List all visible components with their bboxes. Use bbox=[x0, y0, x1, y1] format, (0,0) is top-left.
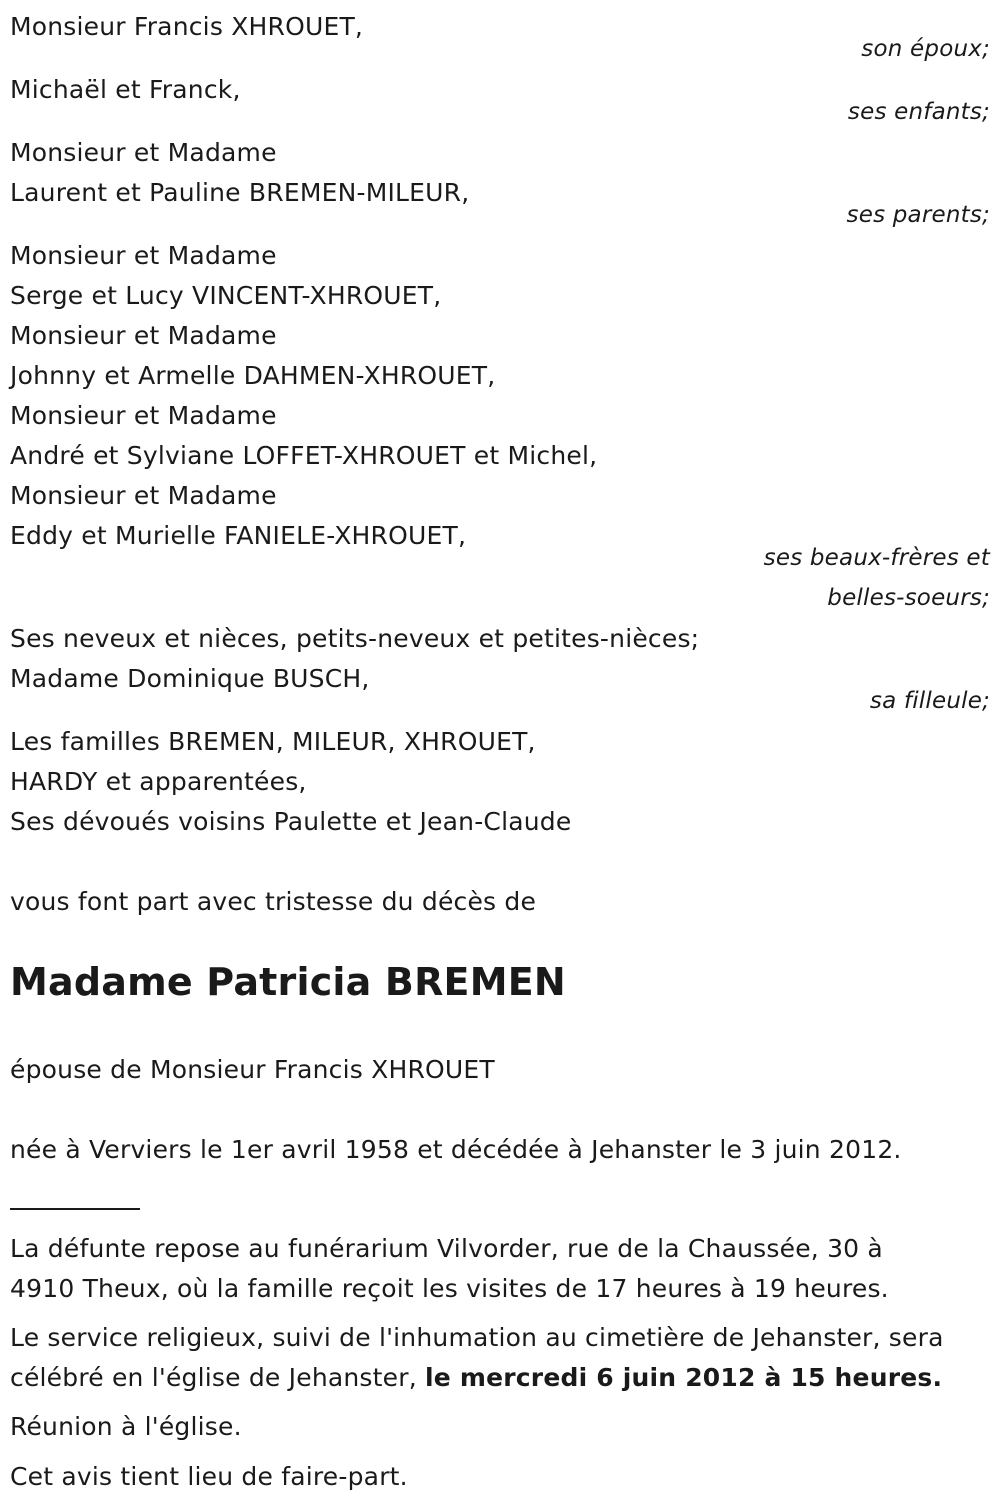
families-line2: HARDY et apparentées, bbox=[10, 767, 307, 796]
inlaws-role-line2: belles-soeurs; bbox=[827, 585, 990, 611]
announcement: vous font part avec tristesse du décès de bbox=[10, 887, 537, 916]
service-line2 bbox=[10, 1365, 942, 1390]
service-line1: Le service religieux, suivi de l'inhumation au cimetière de Jehanster, sera bbox=[10, 1323, 944, 1352]
inlaw-line: Monsieur et Madame bbox=[10, 401, 277, 430]
birth-death: née à Verviers le 1er avril 1958 et décédée à Jehanster le 3 juin 2012. bbox=[10, 1135, 902, 1164]
parents-title: Monsieur et Madame bbox=[10, 138, 277, 167]
inlaw-line: Serge et Lucy VINCENT-XHROUET, bbox=[10, 281, 442, 310]
children-role: ses enfants; bbox=[847, 99, 990, 125]
goddaughter-role: sa filleule; bbox=[869, 688, 990, 714]
inlaw-line: André et Sylviane LOFFET-XHROUET et Michel, bbox=[10, 441, 598, 470]
notice-line: Cet avis tient lieu de faire-part. bbox=[10, 1462, 408, 1491]
inlaw-line: Monsieur et Madame bbox=[10, 481, 277, 510]
repose-line1: La défunte repose au funérarium Vilvorder, rue de la Chaussée, 30 à bbox=[10, 1234, 883, 1263]
repose-line2: 4910 Theux, où la famille reçoit les visites de 17 heures à 19 heures. bbox=[10, 1274, 889, 1303]
inlaws-role-line1: ses beaux-frères et bbox=[763, 545, 990, 571]
reunion-line: Réunion à l'église. bbox=[10, 1412, 242, 1441]
neighbours-line: Ses dévoués voisins Paulette et Jean-Claude bbox=[10, 807, 572, 836]
parents-role: ses parents; bbox=[846, 202, 990, 228]
spouse-name: Monsieur Francis XHROUET, bbox=[10, 12, 364, 41]
spouse-of: épouse de Monsieur Francis XHROUET bbox=[10, 1055, 495, 1084]
service-date: le mercredi 6 juin 2012 à 15 heures. bbox=[425, 1363, 943, 1392]
inlaw-line: Eddy et Murielle FANIELE-XHROUET, bbox=[10, 521, 467, 550]
separator-line bbox=[10, 1208, 140, 1210]
inlaw-line: Monsieur et Madame bbox=[10, 321, 277, 350]
inlaw-line: Johnny et Armelle DAHMEN-XHROUET, bbox=[10, 361, 496, 390]
inlaw-line: Monsieur et Madame bbox=[10, 241, 277, 270]
spouse-role: son époux; bbox=[861, 36, 990, 62]
deceased-name: Madame Patricia BREMEN bbox=[10, 960, 566, 1004]
goddaughter-name: Madame Dominique BUSCH, bbox=[10, 664, 370, 693]
children-names: Michaël et Franck, bbox=[10, 75, 241, 104]
nephews-line: Ses neveux et nièces, petits-neveux et petites-nièces; bbox=[10, 624, 700, 653]
parents-names: Laurent et Pauline BREMEN-MILEUR, bbox=[10, 178, 470, 207]
families-line1: Les familles BREMEN, MILEUR, XHROUET, bbox=[10, 727, 536, 756]
service-line2-prefix: célébré en l'église de Jehanster, bbox=[10, 1363, 426, 1392]
